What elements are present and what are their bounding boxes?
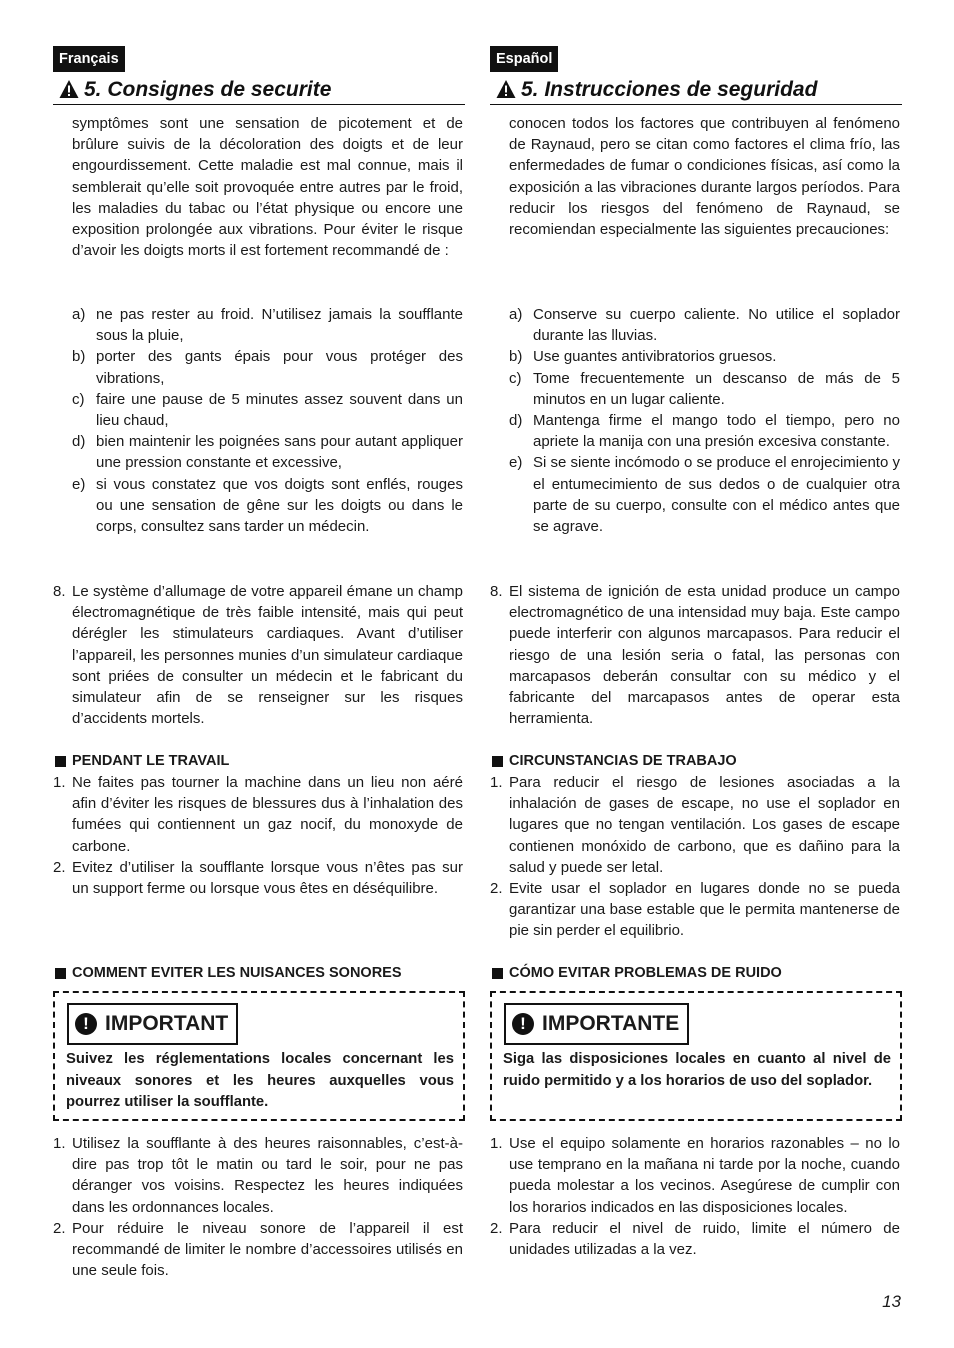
noise-list bbox=[53, 1133, 463, 1281]
list-item: 8. El sistema de ignición de esta unidad produce un campo electromagnético de una intensidad muy baja. Este campo puede interferir con algunos marcapasos. Para reducir el riesgo de una lesión seria o fatal, las personas con marcapasos deberán consultar con su médico y el fabricante del marcapasos antes de operar esta herramienta. bbox=[490, 583, 900, 728]
list-item: 1. Para reducir el riesgo de lesiones asociadas a la inhalación de gases de escape, no use el soplador en lugares que no tengan ventilación. Los gases de escape contienen monóxido de carbono, que es dañino para la salud y puede ser letal. bbox=[490, 774, 900, 876]
section-heading bbox=[53, 74, 465, 105]
section-title: 5. Instrucciones de seguridad bbox=[521, 77, 818, 101]
square-bullet-icon bbox=[55, 968, 66, 979]
list-item: a) ne pas rester au froid. N’utilisez jamais la soufflante sous la pluie, bbox=[72, 306, 463, 345]
list-item: c) Tome frecuentemente un descanso de más de 5 minutos en un lugar caliente. bbox=[509, 369, 900, 408]
language-tag: Français bbox=[53, 46, 125, 72]
work-list bbox=[53, 772, 463, 899]
numbered-item-8 bbox=[53, 581, 463, 729]
work-list bbox=[490, 772, 900, 942]
list-item: a) Conserve su cuerpo caliente. No utilice el soplador durante las lluvias. bbox=[509, 306, 900, 345]
language-tag: Español bbox=[490, 46, 558, 72]
important-box bbox=[490, 991, 902, 1121]
list-item: c) faire une pause de 5 minutes assez souvent dans un lieu chaud, bbox=[72, 390, 463, 430]
important-label: ! IMPORTANT bbox=[67, 1003, 238, 1045]
important-box bbox=[53, 991, 465, 1121]
list-item: 2. Pour réduire le niveau sonore de l’appareil il est recommandé de limiter le nombre d’accessoires utilisés en une seule fois. bbox=[53, 1219, 463, 1280]
exclamation-circle-icon: ! bbox=[75, 1013, 97, 1035]
exclamation-circle-icon: ! bbox=[512, 1013, 534, 1035]
precaution-list bbox=[72, 304, 463, 537]
list-item: 1. Utilisez la soufflante à des heures raisonnables, c’est-à-dire pas trop tôt le matin ou tard le soir, pour ne pas déranger vos voisins. Respectez les heures indiquées dans les ordonnances locales. bbox=[53, 1135, 463, 1216]
warning-triangle-icon bbox=[59, 79, 79, 99]
list-item: 8. Le système d’allumage de votre appareil émane un champ électromagnétique de très faible intensité, mais qui peut dérégler les stimulateurs cardiaques. Avant d’utiliser l’appareil, les personnes munies d’un simulateur cardiaque sont priées de consulter un médecin et le fabricant du simulateur afin de se renseigner sur les risques d’accidents mortels. bbox=[53, 583, 463, 728]
intro-paragraph: conocen todos los factores que contribuyen al fenómeno de Raynaud, pero se citan como factores el clima frío, las enfermedades de fumar o condiciones físicas, así como la exposición a las vibraciones durante largos períodos. Para reducir los riesgos del fenómeno de Raynaud, se recomiendan especialmente las siguientes precauciones: bbox=[509, 115, 900, 239]
subheading-noise: CÓMO EVITAR PROBLEMAS DE RUIDO bbox=[492, 963, 782, 983]
square-bullet-icon bbox=[492, 968, 503, 979]
list-item: 2. Evite usar el soplador en lugares donde no se pueda garantizar una base estable que le permita mantenerse de pie sin perder el equilibrio. bbox=[490, 880, 900, 940]
list-item: d) bien maintenir les poignées sans pour autant appliquer une pression constante et excessive, bbox=[72, 433, 463, 472]
list-item: b) Use guantes antivibratorios gruesos. bbox=[509, 348, 777, 366]
page-number: 13 bbox=[882, 1292, 901, 1311]
section-heading bbox=[490, 74, 902, 105]
noise-list bbox=[490, 1133, 900, 1260]
list-item: 2. Evitez d’utiliser la soufflante lorsque vous n’êtes pas sur un support ferme ou lorsque vous êtes en déséquilibre. bbox=[53, 858, 463, 898]
square-bullet-icon bbox=[492, 756, 503, 767]
list-item: e) si vous constatez que vos doigts sont enflés, rouges ou une sensation de gêne sur les doigts ou dans le corps, consultez sans tarder un médecin. bbox=[72, 475, 463, 536]
subheading-work: PENDANT LE TRAVAIL bbox=[55, 751, 229, 771]
numbered-item-8 bbox=[490, 581, 900, 729]
important-text: Suivez les réglementations locales concernant les niveaux sonores et les heures auxquelles vous pourrez utiliser la soufflante. bbox=[66, 1051, 454, 1110]
list-item: d) Mantenga firme el mango todo el tiempo, pero no apriete la manija con una presión excesiva constante. bbox=[509, 412, 900, 451]
list-item: e) Si se siente incómodo o se produce el enrojecimiento y el entumecimiento de sus dedos o de cualquier otra parte de su cuerpo, consulte con el médico antes que se agrave. bbox=[509, 454, 900, 536]
warning-triangle-icon bbox=[496, 79, 516, 99]
section-title: 5. Consignes de securite bbox=[84, 77, 332, 101]
list-item: 2. Para reducir el nivel de ruido, limite el número de unidades utilizadas a la vez. bbox=[490, 1219, 900, 1259]
intro-paragraph: symptômes sont une sensation de picotement et de brûlure suivis de la décoloration des doigts et de leur engourdissement. Cette maladie est mal connue, mais il semblerait qu’elle soit provoquée entre autres par le froid, les maladies du tabac ou l’état physique ou encore une exposition prolongée aux vibrations. Pour éviter le risque d’avoir les doigts morts il est fortement recommandé de : bbox=[72, 115, 463, 260]
list-item: b) porter des gants épais pour vous protéger des vibrations, bbox=[72, 348, 463, 387]
square-bullet-icon bbox=[55, 756, 66, 767]
subheading-work: CIRCUNSTANCIAS DE TRABAJO bbox=[492, 751, 737, 771]
important-text: Siga las disposiciones locales en cuanto al nivel de ruido permitido y a los horarios de uso del soplador. bbox=[503, 1051, 891, 1089]
subheading-noise: COMMENT EVITER LES NUISANCES SONORES bbox=[55, 963, 402, 983]
list-item: 1. Use el equipo solamente en horarios razonables – no lo use temprano en la mañana ni tarde por la noche, cuando pueda molestar a los vecinos. Asegúrese de cumplir con los horarios indicados en las disposiciones locales. bbox=[490, 1135, 900, 1216]
precaution-list bbox=[509, 304, 900, 537]
list-item: 1. Ne faites pas tourner la machine dans un lieu non aéré afin d’éviter les risques de blessures dus à l’inhalation des fumées qui contiennent un gaz nocif, du monoxyde de carbone. bbox=[53, 774, 463, 855]
important-label: ! IMPORTANTE bbox=[504, 1003, 689, 1045]
